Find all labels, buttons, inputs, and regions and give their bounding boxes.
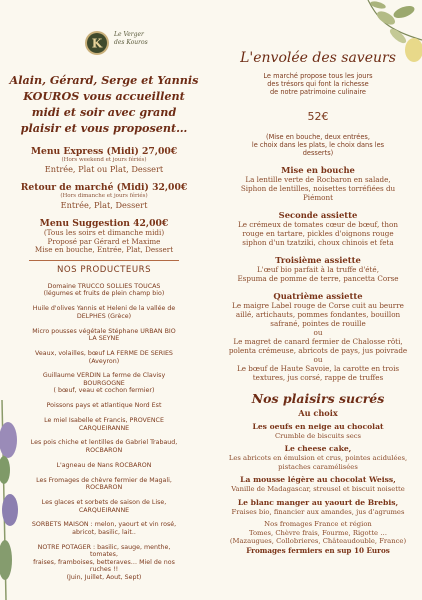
producer-line: Poissons pays et atlantique Nord Est (46, 402, 162, 410)
producer-line: Micro pousses végétale Stéphane URBAN BIO (32, 327, 176, 335)
producer-line: L'agneau de Nans ROCBARON (56, 461, 152, 469)
producer-line: (légumes et fruits de plein champ bio) (43, 290, 165, 298)
cheese-line: Tomes, Chèvre frais, Fourme, Rigotte … (248, 528, 388, 537)
course-line: Siphon de lentilles, noisettes torréfiées du (240, 184, 396, 193)
producer-line: ( bœuf, veau et cochon fermier) (53, 387, 155, 395)
desserts-choice: Au choix (298, 408, 338, 418)
producers-title: NOS PRODUCTEURS (56, 264, 152, 275)
course-line: ou (313, 355, 323, 364)
producer-item (6, 477, 202, 492)
course-line: safrané, pointes de rouille (270, 319, 366, 328)
producer-line: Le miel Isabelle et Francis, PROVENCE (44, 417, 164, 425)
courses-list (220, 165, 416, 382)
cheese-line: Nos fromages France et région (264, 520, 372, 529)
course-title: Troisième assiette (275, 255, 361, 265)
menu-desc: Mise en bouche, Entrée, Plat, Dessert (34, 245, 174, 255)
dessert-title: Le blanc manger au yaourt de Brebis, (237, 497, 399, 507)
menu-desc: Proposé par Gérard et Maxime (47, 236, 161, 246)
welcome-line: Alain, Gérard, Serge et Yannis (9, 73, 199, 87)
course-section (220, 210, 416, 247)
producer-line: Les pois chiche et lentilles de Gabriel Trabaud, (30, 439, 178, 447)
producer-item (6, 402, 202, 410)
intro-line: des trésors qui font la richesse (267, 80, 369, 88)
producer-line: ROCBARON (85, 484, 123, 492)
cheese-line: (Mazaugues, Collobrieres, Châteaudouble, France) (229, 537, 407, 546)
course-line: textures, jus corsé, rappe de truffes (252, 373, 384, 382)
producer-line: NOTRE POTAGER : basilic, sauge, menthe, (37, 543, 171, 551)
course-line: La lentille verte de Rocbaron en salade, (245, 175, 391, 184)
cheese-supplement: Fromages fermiers en sup 10 Euros (246, 545, 390, 555)
course-line: ou (313, 328, 323, 337)
producer-line: tomates, (90, 551, 118, 559)
producer-line: Guillaume VERDIN La ferme de Clavisy (42, 372, 166, 380)
dessert-item (220, 444, 416, 471)
tasting-price: 52€ (307, 110, 329, 123)
logo-name-line1: Le Verger (114, 31, 144, 38)
restaurant-logo (80, 28, 150, 58)
desserts-list (220, 422, 416, 516)
producer-line: LA SEYNE (88, 335, 120, 343)
producer-line: ROCBARON (85, 447, 123, 454)
right-column (220, 50, 416, 555)
desserts-title: Nos plaisirs sucrés (251, 391, 385, 406)
producer-item (6, 417, 202, 432)
course-line: Piémont (302, 193, 334, 202)
left-column (6, 72, 202, 589)
course-section (220, 255, 416, 283)
tasting-menu-title: L'envolée des saveurs (240, 50, 396, 66)
producer-item (6, 544, 202, 582)
producer-line: (Aveyron) (88, 357, 120, 365)
producer-line: Domaine TRUCCO SOLLIES TOUCAS (47, 282, 161, 290)
dessert-item (220, 498, 416, 516)
menu-name: Menu Suggestion 42,00€ (39, 218, 169, 229)
welcome-line: midi et soir avec grand (31, 105, 177, 119)
menu-suggestion (6, 218, 202, 255)
course-title: Mise en bouche (281, 165, 355, 175)
menu-desc: Entrée, Plat ou Plat, Dessert (44, 164, 164, 174)
dessert-item (220, 475, 416, 493)
course-line: Espuma de pomme de terre, pancetta Corse (237, 274, 399, 283)
producer-line: ruches !! (89, 566, 119, 574)
course-line: polenta crémeuse, abricots de pays, jus poivrade (228, 346, 408, 355)
producer-item (6, 462, 202, 470)
producer-line: Huile d'olives Yannis et Heleni de la vallée de (32, 305, 176, 313)
course-title: Seconde assiette (278, 210, 358, 220)
course-line: Le magret de canard fermier de Chalosse rôti, (233, 337, 403, 346)
producer-line: Les glaces et sorbets de saison de Lise, (41, 498, 167, 506)
intro-line: Le marché propose tous les jours (263, 72, 373, 80)
logo-name-line2: des Kouros (114, 39, 148, 46)
producer-line: abricot, basilic, lait.. (72, 528, 136, 536)
producer-item (6, 439, 202, 454)
course-line: rouge en tartare, pickles d'oignons rouge (242, 229, 394, 238)
dessert-line: Vanille de Madagascar, streusel et biscuit noisette (231, 485, 405, 494)
welcome-line: KOUROS vous accueillent (23, 89, 185, 103)
menu-name: Menu Express (Midi) 27,00€ (30, 146, 178, 157)
course-title: Quatrième assiette (273, 291, 363, 301)
producer-item (6, 283, 202, 298)
producer-line: CARQUEIRANNE (78, 424, 130, 432)
formula-line: le choix dans les plats, le choix dans les (251, 141, 385, 149)
producer-line: CARQUEIRANNE (78, 506, 130, 514)
menu-retour-marche (6, 182, 202, 210)
producer-line: fraises, framboises, betteraves… Miel de nos (33, 558, 175, 566)
course-line: L'œuf bio parfait à la truffe d'été, (257, 265, 379, 274)
producer-line: Les Fromages de chèvre fermier de Magali, (36, 476, 172, 484)
tasting-formula (220, 133, 416, 157)
dessert-line: Crumble de biscuits secs (274, 432, 362, 440)
producer-item (6, 305, 202, 320)
dessert-item (220, 422, 416, 440)
logo-medallion-icon (84, 30, 110, 56)
producer-item (6, 499, 202, 514)
producer-item (6, 350, 202, 365)
producer-line: DELPHES (Grèce) (76, 312, 132, 320)
formula-line: (Mise en bouche, deux entrées, (266, 133, 370, 141)
producer-line: SORBETS MAISON : melon, yaourt et vin rosé, (31, 521, 177, 529)
producer-item (6, 372, 202, 395)
course-line: siphon d'un tzatziki, choux chinois et feta (242, 238, 394, 247)
producer-line: BOURGOGNE (83, 379, 125, 387)
course-section (220, 165, 416, 202)
intro-line: de notre patrimoine culinaire (270, 88, 366, 96)
producers-list (6, 283, 202, 582)
course-section (220, 291, 416, 382)
producer-line: (Juin, Juillet, Aout, Sept) (66, 574, 142, 582)
producer-item (6, 328, 202, 343)
course-line: Le bœuf de Haute Savoie, la carotte en trois (236, 364, 400, 373)
menu-desc: (Tous les soirs et dimanche midi) (43, 228, 165, 237)
dessert-title: Le cheese cake, (284, 444, 352, 454)
formula-line: desserts) (302, 149, 334, 157)
dessert-title: La mousse légère au chocolat Weiss, (240, 475, 396, 485)
menu-note: (Hors dimanche et jours fériés) (60, 193, 148, 199)
dessert-line: Fraises bio, financier aux amandes, jus d'agrumes (231, 507, 405, 516)
logo-initial: K (91, 36, 103, 51)
course-line: Le crémeux de tomates cœur de bœuf, thon (237, 220, 399, 229)
cheeses-block (220, 520, 416, 555)
producer-item (6, 521, 202, 536)
producer-line: Veaux, volailles, bœuf LA FERME DE SERIES (35, 349, 173, 357)
divider (29, 260, 179, 261)
course-line: aillé, artichauts, pommes fondantes, bouillon (235, 310, 401, 319)
tasting-intro (220, 72, 416, 96)
menu-note: (Hors weekend et jours fériés) (61, 157, 147, 163)
welcome-line: plaisir et vous proposent… (20, 121, 188, 135)
dessert-title: Les oeufs en neige au chocolat (252, 422, 384, 431)
menu-desc: Entrée, Plat, Dessert (60, 200, 148, 210)
welcome-text (6, 72, 202, 136)
menu-name: Retour de marché (Midi) 32,00€ (20, 182, 188, 193)
dessert-line: pistaches caramélisées (278, 462, 358, 471)
dessert-line: Les abricots en émulsion et crus, pointes acidulées, (228, 454, 408, 463)
course-line: Le maigre Label rouge de Corse cuit au beurre (232, 301, 404, 310)
menu-express (6, 146, 202, 174)
